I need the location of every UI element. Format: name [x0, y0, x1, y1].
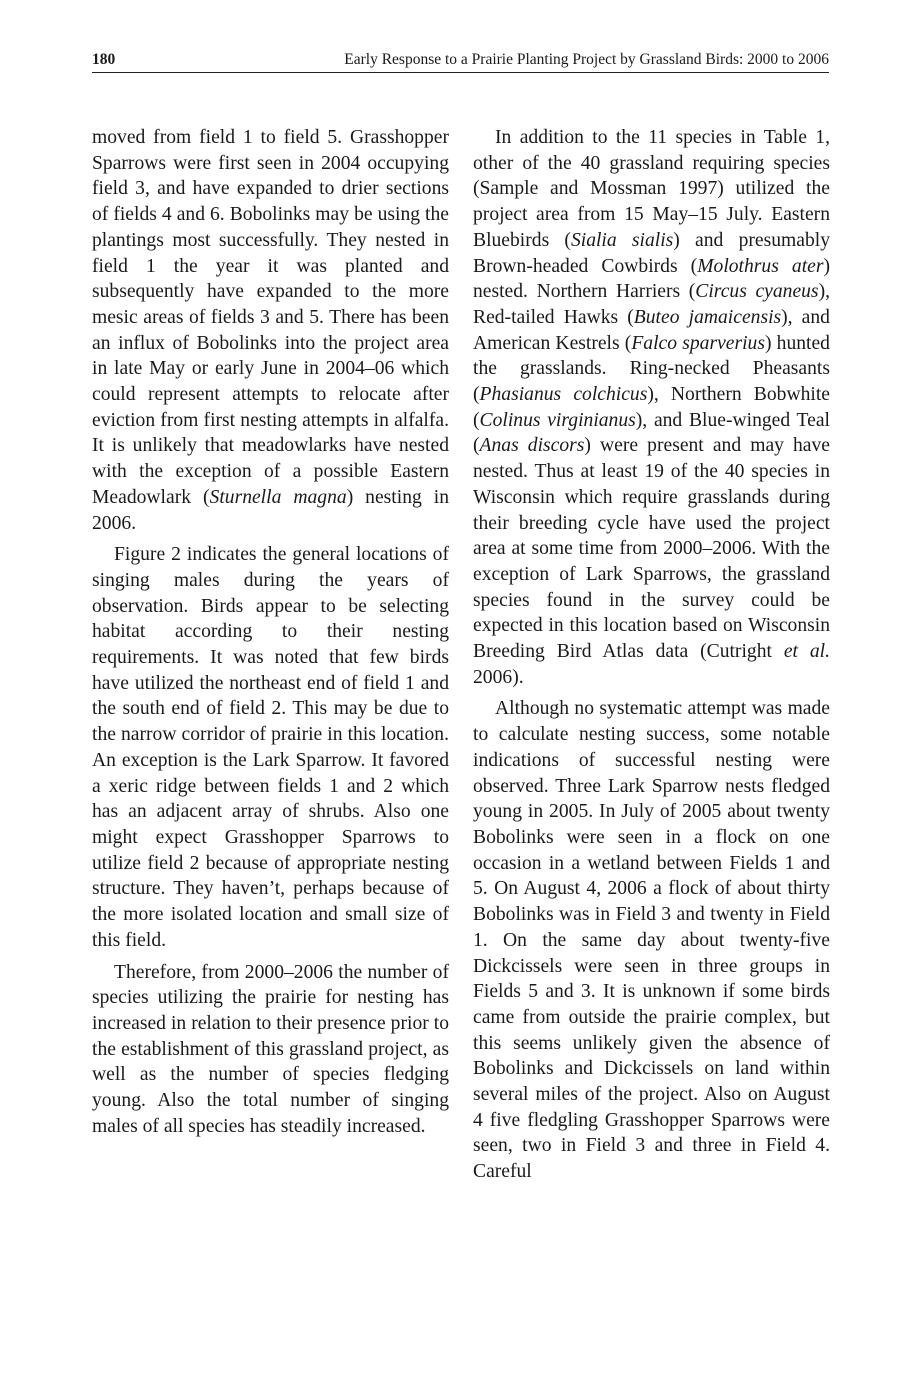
species-name: Molothrus ater — [697, 255, 824, 277]
paragraph-left-1: moved from field 1 to field 5. Grasshopper Sparrows were first seen in 2004 occupying field 3, and have expanded to drier sections of fields 4 and 6. Bobolinks may be using the plantings most successfully. They nested in field 1 the year it was planted and subsequently have expanded to the more mesic areas of fields 3 and 5. There has been an influx of Bobolinks into the project area in late May or early June in 2004–06 which could represent attempts to relocate after eviction from first nesting attempts in alfalfa. It is unlikely that meadowlarks have nested with the exception of a possible Eastern Meadowlark (Sturnella magna) nesting in 2006. — [92, 127, 449, 534]
species-name: et al. — [783, 641, 830, 663]
paragraph-left-2: Figure 2 indicates the general locations of singing males during the years of observation. Birds appear to be selecting habitat according to their nesting requirements. It was noted that few birds have utilized the northeast end of field 1 and the south end of field 2. This may be due to the narrow corridor of prairie in this location. An exception is the Lark Sparrow. It favored a xeric ridge between fields 1 and 2 which has an adjacent array of shrubs. Also one might expect Grasshopper Sparrows to utilize field 2 because of appropriate nesting structure. They haven’t, perhaps because of the more isolated location and small size of this field. — [92, 544, 449, 951]
species-name: Falco sparverius — [631, 332, 765, 354]
running-title: Early Response to a Prairie Planting Project by Grassland Birds: 2000 to 2006 — [344, 51, 829, 68]
species-name: Sialia sialis — [570, 229, 674, 251]
paragraph-left-3: Therefore, from 2000–2006 the number of species utilizing the prairie for nesting has increased in relation to their presence prior to the establishment of this grassland project, as well as the number of species fledging young. Also the total number of singing males of all species has steadily increased. — [92, 961, 449, 1137]
species-name: Anas discors — [479, 435, 585, 457]
species-name: Phasianus colchicus — [479, 384, 648, 406]
species-name: Circus cyaneus — [695, 281, 819, 303]
paragraph-right-2: Although no systematic attempt was made to calculate nesting success, some notable indications of successful nesting were observed. Three Lark Sparrow nests fledged young in 2005. In July of 2005 about twenty Bobolinks were seen in a flock on one occasion in a wetland between Fields 1 and 5. On August 4, 2006 a flock of about thirty Bobolinks was in Field 3 and twenty in Field 1. On the same day about twenty-five Dickcissels were seen in three groups in Fields 5 and 3. It is unknown if some birds came from outside the prairie complex, but this seems unlikely given the absence of Bobolinks and Dickcissels on land within several miles of the project. Also on August 4 five fledgling Grasshopper Sparrows were seen, two in Field 3 and three in Field 4. Careful — [473, 698, 830, 1183]
species-name: Buteo jamaicensis — [633, 306, 782, 328]
species-name: Sturnella magna — [209, 486, 347, 508]
paragraph-right-1: In addition to the 11 species in Table 1, other of the 40 grassland requiring species (Sample and Mossman 1997) utilized the project area from 15 May–15 July. Eastern Bluebirds (Sialia sialis) and presumably Brown-headed Cowbirds (Molothrus ater) nested. Northern Harriers (Circus cyaneus), Red-tailed Hawks (Buteo jamaicensis), and American Kestrels (Falco sparverius) hunted the grasslands. Ring-necked Pheasants (Phasianus colchicus), Northern Bobwhite (Colinus virginianus), and Blue-winged Teal (Anas discors) were present and may have nested. Thus at least 19 of the 40 species in Wisconsin which require grasslands during their breeding cycle have used the project area at some time from 2000–2006. With the exception of Lark Sparrows, the grassland species found in the survey could be expected in this location based on Wisconsin Breeding Bird Atlas data (Cutright et al. 2006). — [473, 127, 831, 688]
right-column — [473, 125, 830, 1185]
page-number: 180 — [92, 51, 116, 68]
species-name: Colinus virginianus — [479, 409, 636, 431]
running-header — [92, 50, 829, 73]
left-column — [92, 125, 449, 1139]
